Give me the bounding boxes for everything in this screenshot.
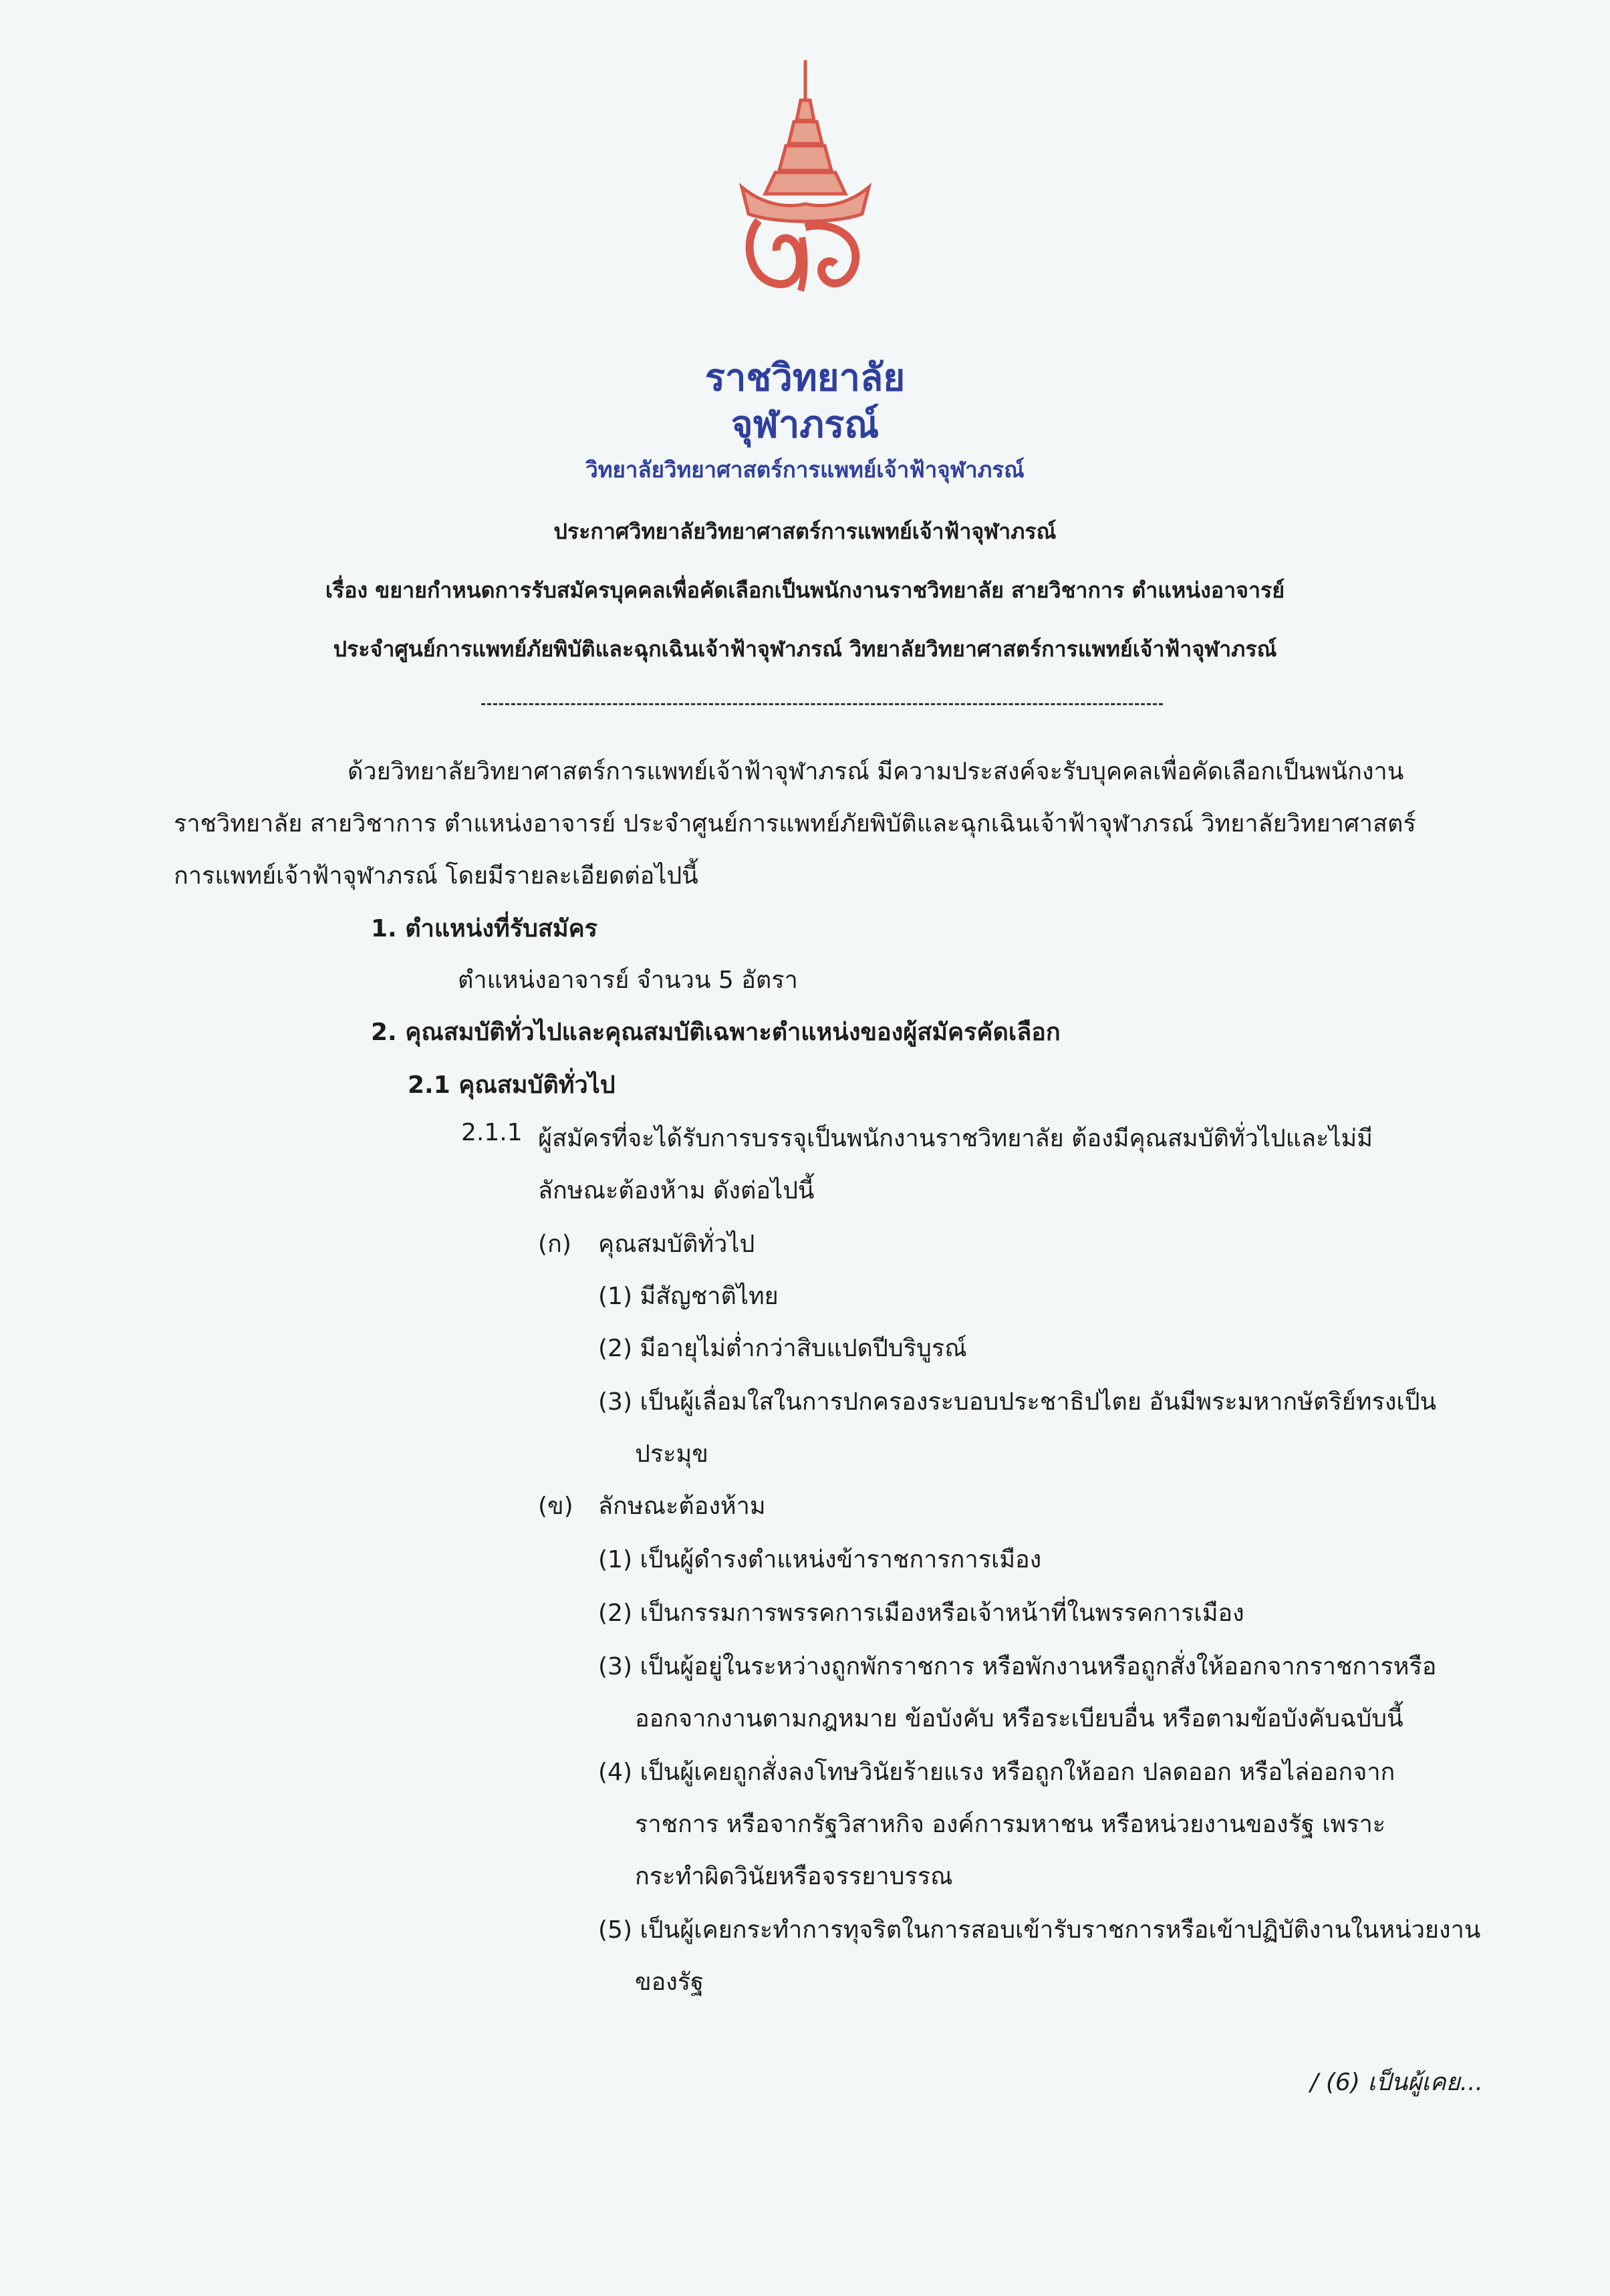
group-a-title: คุณสมบัติทั่วไป xyxy=(598,1231,755,1258)
list-item-b3-line1: (3) เป็นผู้อยู่ในระหว่างถูกพักราชการ หรือพักงานหรือถูกสั่งให้ออกจากราชการหรือ xyxy=(598,1653,1437,1680)
intro-line2: ราชวิทยาลัย สายวิชาการ ตำแหน่งอาจารย์ ประจำศูนย์การแพทย์ภัยพิบัติและฉุกเฉินเจ้าฟ้าจุฬาภรณ์ วิทยาลัยวิทยาศาสตร์ xyxy=(174,810,1416,838)
list-item-b5-line2: ของรัฐ xyxy=(635,1968,704,1996)
announcement-title-line1: ประกาศวิทยาลัยวิทยาศาสตร์การแพทย์เจ้าฟ้าจุฬาภรณ์ xyxy=(553,519,1057,544)
intro-line3: การแพทย์เจ้าฟ้าจุฬาภรณ์ โดยมีรายละเอียดต่อไปนี้ xyxy=(174,862,698,890)
section1-heading: 1. ตำแหน่งที่รับสมัคร xyxy=(371,915,598,942)
announcement-title-line3: ประจำศูนย์การแพทย์ภัยพิบัติและฉุกเฉินเจ้าฟ้าจุฬาภรณ์ วิทยาลัยวิทยาศาสตร์การแพทย์เจ้าฟ้าจุฬาภรณ์ xyxy=(333,636,1277,662)
intro-line1: ด้วยวิทยาลัยวิทยาศาสตร์การแพทย์เจ้าฟ้าจุฬาภรณ์ มีความประสงค์จะรับบุคคลเพื่อคัดเลือกเป็นพนักงาน xyxy=(348,758,1404,785)
section1-body: ตำแหน่งอาจารย์ จำนวน 5 อัตรา xyxy=(458,967,798,994)
section2-heading: 2. คุณสมบัติทั่วไปและคุณสมบัติเฉพาะตำแหน่งของผู้สมัครคัดเลือก xyxy=(371,1019,1061,1046)
item-number: 2.1.1 xyxy=(461,1119,523,1146)
institution-name-line2: จุฬาภรณ์ xyxy=(730,403,880,447)
list-item-b4-line2: ราชการ หรือจากรัฐวิสาหกิจ องค์การมหาชน หรือหน่วยงานของรัฐ เพราะ xyxy=(635,1811,1386,1838)
list-item-b3-line2: ออกจากงานตามกฎหมาย ข้อบังคับ หรือระเบียบอื่น หรือตามข้อบังคับฉบับนี้ xyxy=(635,1705,1403,1733)
list-item-a3-line2: ประมุข xyxy=(635,1440,708,1468)
list-item-b5-line1: (5) เป็นผู้เคยกระทำการทุจริตในการสอบเข้ารับราชการหรือเข้าปฏิบัติงานในหน่วยงาน xyxy=(598,1916,1481,1944)
list-item-a2: (2) มีอายุไม่ต่ำกว่าสิบแปดปีบริบูรณ์ xyxy=(598,1335,967,1362)
list-item-b4-line1: (4) เป็นผู้เคยถูกสั่งลงโทษวินัยร้ายแรง หรือถูกให้ออก ปลดออก หรือไล่ออกจาก xyxy=(598,1759,1395,1786)
section2-1-heading: 2.1 คุณสมบัติทั่วไป xyxy=(408,1071,616,1099)
list-item-a1: (1) มีสัญชาติไทย xyxy=(598,1283,779,1310)
title-divider xyxy=(481,703,1163,705)
item-line2: ลักษณะต้องห้าม ดังต่อไปนี้ xyxy=(538,1177,815,1204)
item-line1: ผู้สมัครที่จะได้รับการบรรจุเป็นพนักงานราชวิทยาลัย ต้องมีคุณสมบัติทั่วไปและไม่มี xyxy=(538,1125,1373,1152)
group-b-title: ลักษณะต้องห้าม xyxy=(598,1493,766,1520)
list-item-b4-line3: กระทำผิดวินัยหรือจรรยาบรรณ xyxy=(635,1863,953,1890)
list-item-b1: (1) เป็นผู้ดำรงตำแหน่งข้าราชการการเมือง xyxy=(598,1546,1042,1573)
list-item-b2: (2) เป็นกรรมการพรรคการเมืองหรือเจ้าหน้าที่ในพรรคการเมือง xyxy=(598,1600,1244,1627)
institution-name-line1: ราชวิทยาลัย xyxy=(704,356,906,400)
royal-crown-emblem-icon xyxy=(722,60,889,328)
page-continuation: / (6) เป็นผู้เคย... xyxy=(1310,2069,1483,2096)
list-item-a3-line1: (3) เป็นผู้เลื่อมใสในการปกครองระบอบประชาธิปไตย อันมีพระมหากษัตริย์ทรงเป็น xyxy=(598,1388,1437,1416)
group-a-label: (ก) xyxy=(538,1231,571,1258)
group-b-label: (ข) xyxy=(538,1493,573,1520)
announcement-title-line2: เรื่อง ขยายกำหนดการรับสมัครบุคคลเพื่อคัดเลือกเป็นพนักงานราชวิทยาลัย สายวิชาการ ตำแหน่งอาจารย์ xyxy=(325,578,1285,603)
college-name: วิทยาลัยวิทยาศาสตร์การแพทย์เจ้าฟ้าจุฬาภรณ์ xyxy=(585,457,1025,483)
